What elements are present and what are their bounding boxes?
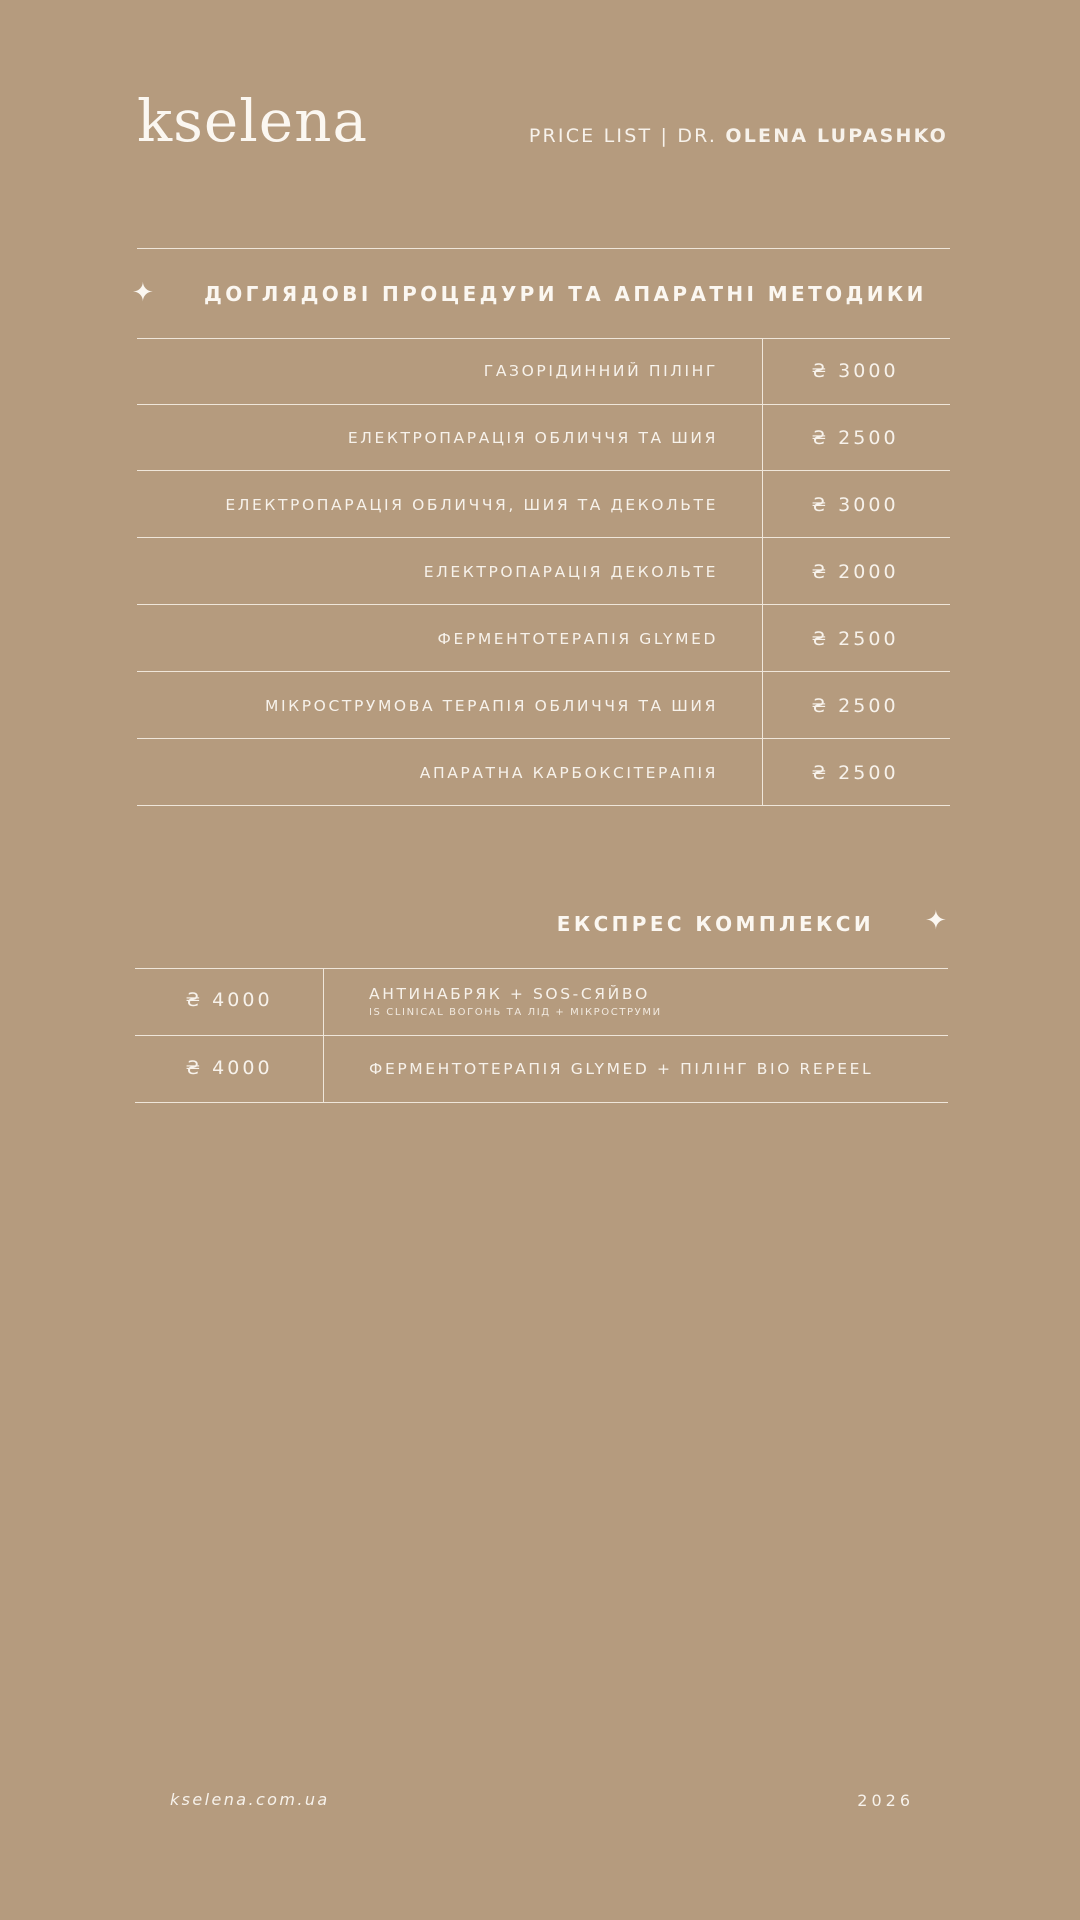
service-price: ₴ 2500: [811, 427, 899, 449]
service-name: ЕЛЕКТРОПАРАЦІЯ ДЕКОЛЬТЕ: [423, 563, 718, 581]
brand-logo: kselena: [137, 87, 369, 155]
section1-header-divider: [137, 338, 950, 339]
complex-price: ₴ 4000: [185, 1057, 273, 1079]
service-price: ₴ 2000: [811, 561, 899, 583]
row-divider: [137, 537, 950, 538]
service-price: ₴ 2500: [811, 762, 899, 784]
complex-name: АНТИНАБРЯК + SOS-СЯЙВО: [369, 985, 650, 1003]
sparkle-star-icon: ✦: [925, 906, 947, 936]
website-url[interactable]: kselena.com.ua: [170, 1790, 330, 1809]
row-divider: [137, 604, 950, 605]
sparkle-star-icon: ✦: [132, 278, 154, 308]
year-label: 2026: [857, 1791, 914, 1810]
complex-subtitle: IS CLINICAL ВОГОНЬ ТА ЛІД + МІКРОСТРУМИ: [369, 1007, 662, 1018]
section1-bottom-divider: [137, 805, 950, 806]
row-divider: [135, 1035, 948, 1036]
section2-bottom-divider: [135, 1102, 948, 1103]
service-name: ЕЛЕКТРОПАРАЦІЯ ОБЛИЧЧЯ, ШИЯ ТА ДЕКОЛЬТЕ: [225, 496, 718, 514]
section1-title: ДОГЛЯДОВІ ПРОЦЕДУРИ ТА АПАРАТНІ МЕТОДИКИ: [204, 282, 927, 306]
service-price: ₴ 2500: [811, 628, 899, 650]
service-price: ₴ 3000: [811, 494, 899, 516]
service-name: ГАЗОРІДИННИЙ ПІЛІНГ: [483, 362, 718, 380]
service-name: ЕЛЕКТРОПАРАЦІЯ ОБЛИЧЧЯ ТА ШИЯ: [347, 429, 718, 447]
title-prefix: PRICE LIST | DR.: [528, 125, 726, 147]
doctor-name: OLENA LUPASHKO: [725, 125, 948, 147]
service-name: ФЕРМЕНТОТЕРАПІЯ GLYMED: [437, 630, 718, 648]
service-name: МІКРОСТРУМОВА ТЕРАПІЯ ОБЛИЧЧЯ ТА ШИЯ: [264, 697, 718, 715]
row-divider: [137, 470, 950, 471]
service-name: АПАРАТНА КАРБОКСІТЕРАПІЯ: [419, 764, 718, 782]
service-price: ₴ 3000: [811, 360, 899, 382]
row-divider: [137, 738, 950, 739]
row-divider: [137, 404, 950, 405]
price-list-title: [529, 125, 948, 147]
complex-price: ₴ 4000: [185, 989, 273, 1011]
section2-title: ЕКСПРЕС КОМПЛЕКСИ: [556, 912, 874, 936]
section2-header-divider: [135, 968, 948, 969]
row-divider: [137, 671, 950, 672]
section1-top-divider: [137, 248, 950, 249]
service-price: ₴ 2500: [811, 695, 899, 717]
complex-name: ФЕРМЕНТОТЕРАПІЯ GLYMED + ПІЛІНГ BIO REPEEL: [369, 1060, 874, 1078]
